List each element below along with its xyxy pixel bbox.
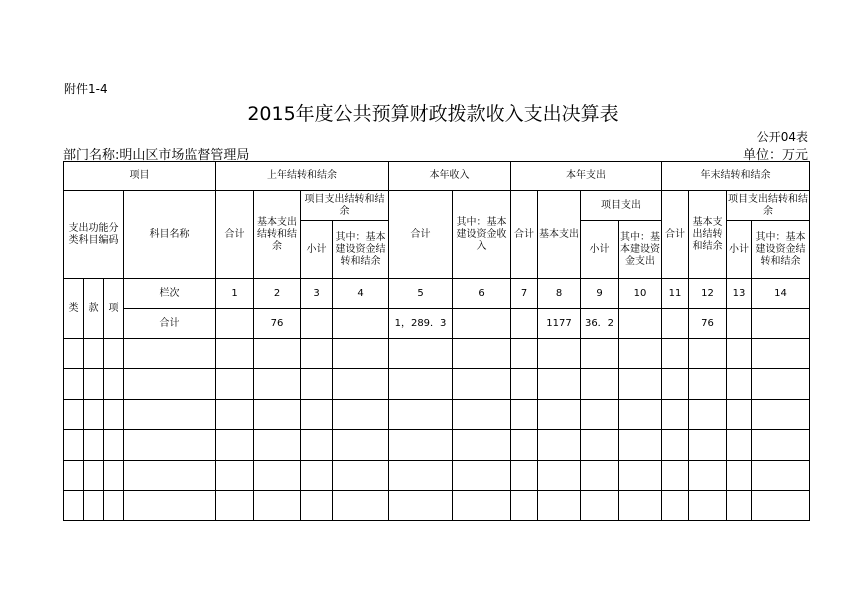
header-end-subtotal: 小计 bbox=[727, 221, 752, 279]
col-number: 2 bbox=[254, 279, 301, 309]
total-cell: 76 bbox=[689, 309, 727, 339]
header-expense-project: 项目支出 bbox=[581, 191, 662, 221]
header-income-total: 合计 bbox=[389, 191, 453, 279]
total-cell bbox=[511, 309, 538, 339]
empty-row bbox=[64, 461, 810, 491]
total-cell bbox=[752, 309, 810, 339]
empty-row bbox=[64, 339, 810, 369]
header-func-code: 支出功能分类科目编码 bbox=[64, 191, 124, 279]
department-name: 部门名称:明山区市场监督管理局 bbox=[63, 148, 250, 163]
header-prev-balance: 上年结转和结余 bbox=[216, 162, 389, 191]
total-cell: 1177 bbox=[538, 309, 581, 339]
header-end-balance: 年末结转和结余 bbox=[662, 162, 810, 191]
header-expense-capital: 其中：基本建设资金支出 bbox=[619, 221, 662, 279]
header-expense-basic: 基本支出 bbox=[538, 191, 581, 279]
header-income-capital: 其中：基本建设资金收入 bbox=[453, 191, 511, 279]
total-cell bbox=[301, 309, 333, 339]
header-itm: 项 bbox=[104, 279, 124, 339]
page-title: 2015年度公共预算财政拨款收入支出决算表 bbox=[247, 103, 619, 125]
header-sec: 款 bbox=[84, 279, 104, 339]
total-cell bbox=[453, 309, 511, 339]
total-cell: 36．2 bbox=[581, 309, 619, 339]
total-cell bbox=[619, 309, 662, 339]
header-prev-subtotal: 小计 bbox=[301, 221, 333, 279]
budget-table bbox=[63, 161, 810, 521]
header-row-2 bbox=[64, 191, 810, 221]
total-label: 合计 bbox=[124, 309, 216, 339]
header-expense: 本年支出 bbox=[511, 162, 662, 191]
empty-row bbox=[64, 369, 810, 400]
col-number: 13 bbox=[727, 279, 752, 309]
col-number: 10 bbox=[619, 279, 662, 309]
col-number: 3 bbox=[301, 279, 333, 309]
col-number: 12 bbox=[689, 279, 727, 309]
total-cell bbox=[216, 309, 254, 339]
total-cell bbox=[727, 309, 752, 339]
header-row-1 bbox=[64, 162, 810, 191]
col-number: 7 bbox=[511, 279, 538, 309]
header-prev-total: 合计 bbox=[216, 191, 254, 279]
header-expense-subtotal: 小计 bbox=[581, 221, 619, 279]
header-end-capital: 其中：基本建设资金结转和结余 bbox=[752, 221, 810, 279]
header-end-basic: 基本支出结转和结余 bbox=[689, 191, 727, 279]
col-number: 11 bbox=[662, 279, 689, 309]
col-number: 14 bbox=[752, 279, 810, 309]
total-cell: 1，289．3 bbox=[389, 309, 453, 339]
header-subject-name: 科目名称 bbox=[124, 191, 216, 279]
header-prev-project: 项目支出结转和结余 bbox=[301, 191, 389, 221]
empty-row bbox=[64, 491, 810, 521]
unit-label: 单位：万元 bbox=[742, 148, 808, 163]
col-number: 5 bbox=[389, 279, 453, 309]
total-cell bbox=[333, 309, 389, 339]
form-number: 公开04表 bbox=[756, 130, 808, 144]
header-prev-basic: 基本支出结转和结余 bbox=[254, 191, 301, 279]
header-prev-capital: 其中：基本建设资金结转和结余 bbox=[333, 221, 389, 279]
header-expense-total: 合计 bbox=[511, 191, 538, 279]
header-item: 项目 bbox=[64, 162, 216, 191]
empty-row bbox=[64, 430, 810, 461]
total-cell bbox=[662, 309, 689, 339]
total-row bbox=[64, 309, 810, 339]
row-no-label: 栏次 bbox=[124, 279, 216, 309]
header-income: 本年收入 bbox=[389, 162, 511, 191]
col-number: 4 bbox=[333, 279, 389, 309]
header-cat: 类 bbox=[64, 279, 84, 339]
header-end-total: 合计 bbox=[662, 191, 689, 279]
column-number-row bbox=[64, 279, 810, 309]
empty-row bbox=[64, 400, 810, 430]
col-number: 1 bbox=[216, 279, 254, 309]
col-number: 9 bbox=[581, 279, 619, 309]
total-cell: 76 bbox=[254, 309, 301, 339]
header-end-project: 项目支出结转和结余 bbox=[727, 191, 810, 221]
col-number: 8 bbox=[538, 279, 581, 309]
attachment-label: 附件1-4 bbox=[64, 82, 108, 96]
col-number: 6 bbox=[453, 279, 511, 309]
